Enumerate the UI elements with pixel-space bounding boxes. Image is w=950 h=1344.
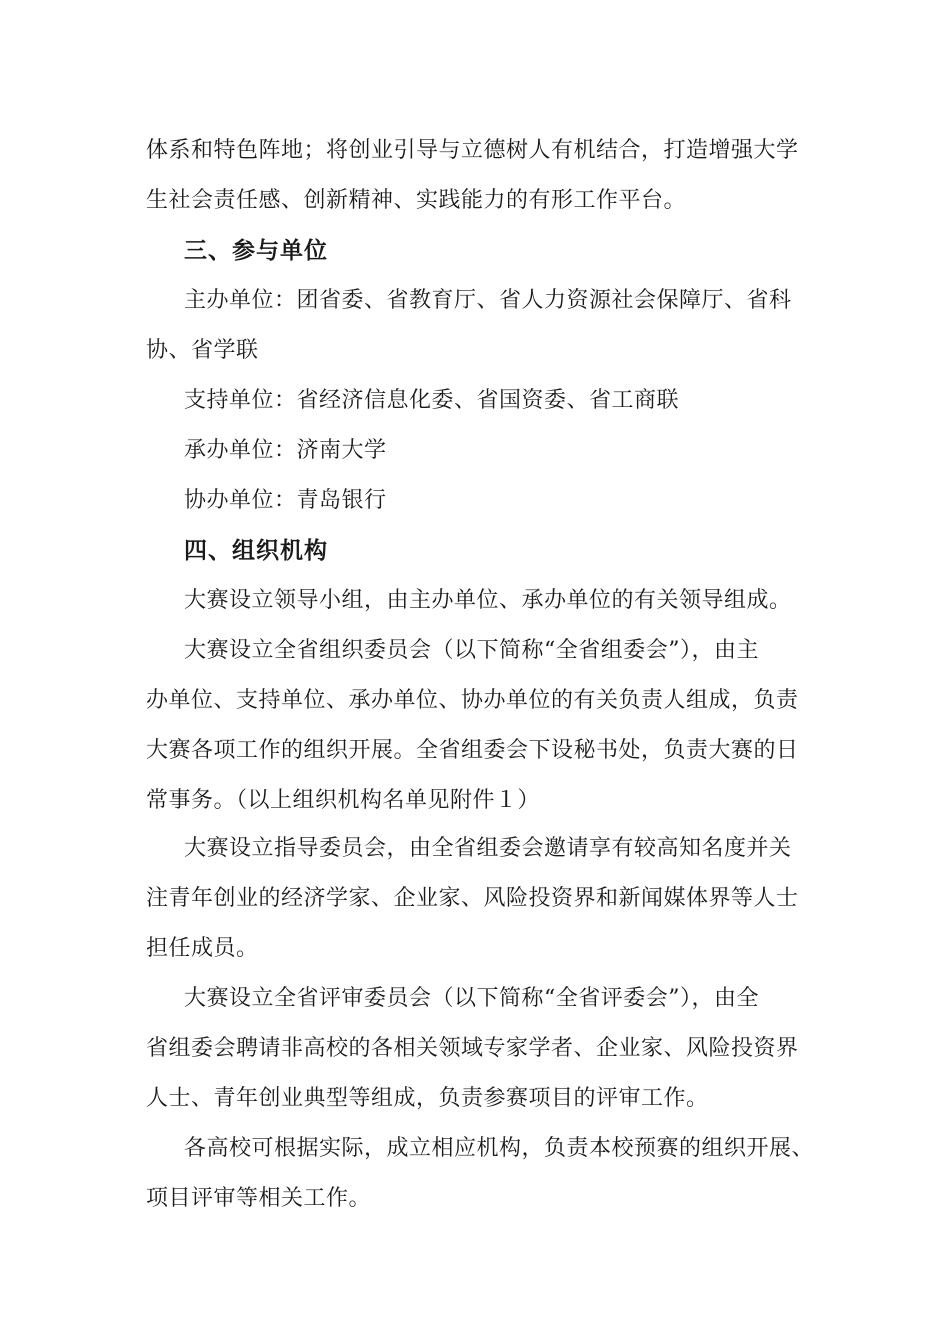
body-text-line: 大赛设立全省组织委员会（以下简称“全省组委会”），由主	[184, 638, 759, 663]
body-text-line: 办单位、支持单位、承办单位、协办单位的有关负责人组成，负责	[146, 688, 799, 713]
body-text-line: 承办单位：济南大学	[184, 438, 387, 463]
body-text-line: 协办单位：青岛银行	[184, 488, 387, 513]
section-heading: 三、参与单位	[184, 238, 328, 264]
body-text-line: 人士、青年创业典型等组成，负责参赛项目的评审工作。	[146, 1086, 709, 1111]
section-heading: 四、组织机构	[184, 538, 328, 564]
body-text-line: 常事务。（以上组织机构名单见附件１）	[146, 788, 541, 813]
body-text-line: 主办单位：团省委、省教育厅、省人力资源社会保障厅、省科	[184, 288, 792, 313]
body-text-line: 体系和特色阵地；将创业引导与立德树人有机结合，打造增强大学	[146, 138, 799, 163]
body-text-line: 大赛设立全省评审委员会（以下简称“全省评委会”），由全	[184, 986, 759, 1011]
body-text-line: 注青年创业的经济学家、企业家、风险投资界和新闻媒体界等人士	[146, 886, 799, 911]
body-text-line: 大赛设立指导委员会，由全省组委会邀请享有较高知名度并关	[184, 836, 792, 861]
body-text-line: 大赛各项工作的组织开展。全省组委会下设秘书处，负责大赛的日	[146, 738, 799, 763]
body-text-line: 项目评审等相关工作。	[146, 1186, 372, 1211]
body-text-line: 生社会责任感、创新精神、实践能力的有形工作平台。	[146, 188, 687, 213]
body-text-line: 省组委会聘请非高校的各相关领域专家学者、企业家、风险投资界	[146, 1036, 799, 1061]
body-text-line: 担任成员。	[146, 936, 259, 961]
body-text-line: 大赛设立领导小组，由主办单位、承办单位的有关领导组成。	[184, 588, 792, 613]
body-text-line: 支持单位：省经济信息化委、省国资委、省工商联	[184, 388, 680, 413]
body-text-line: 协、省学联	[146, 338, 259, 363]
body-text-line: 各高校可根据实际，成立相应机构，负责本校预赛的组织开展、	[184, 1136, 815, 1161]
